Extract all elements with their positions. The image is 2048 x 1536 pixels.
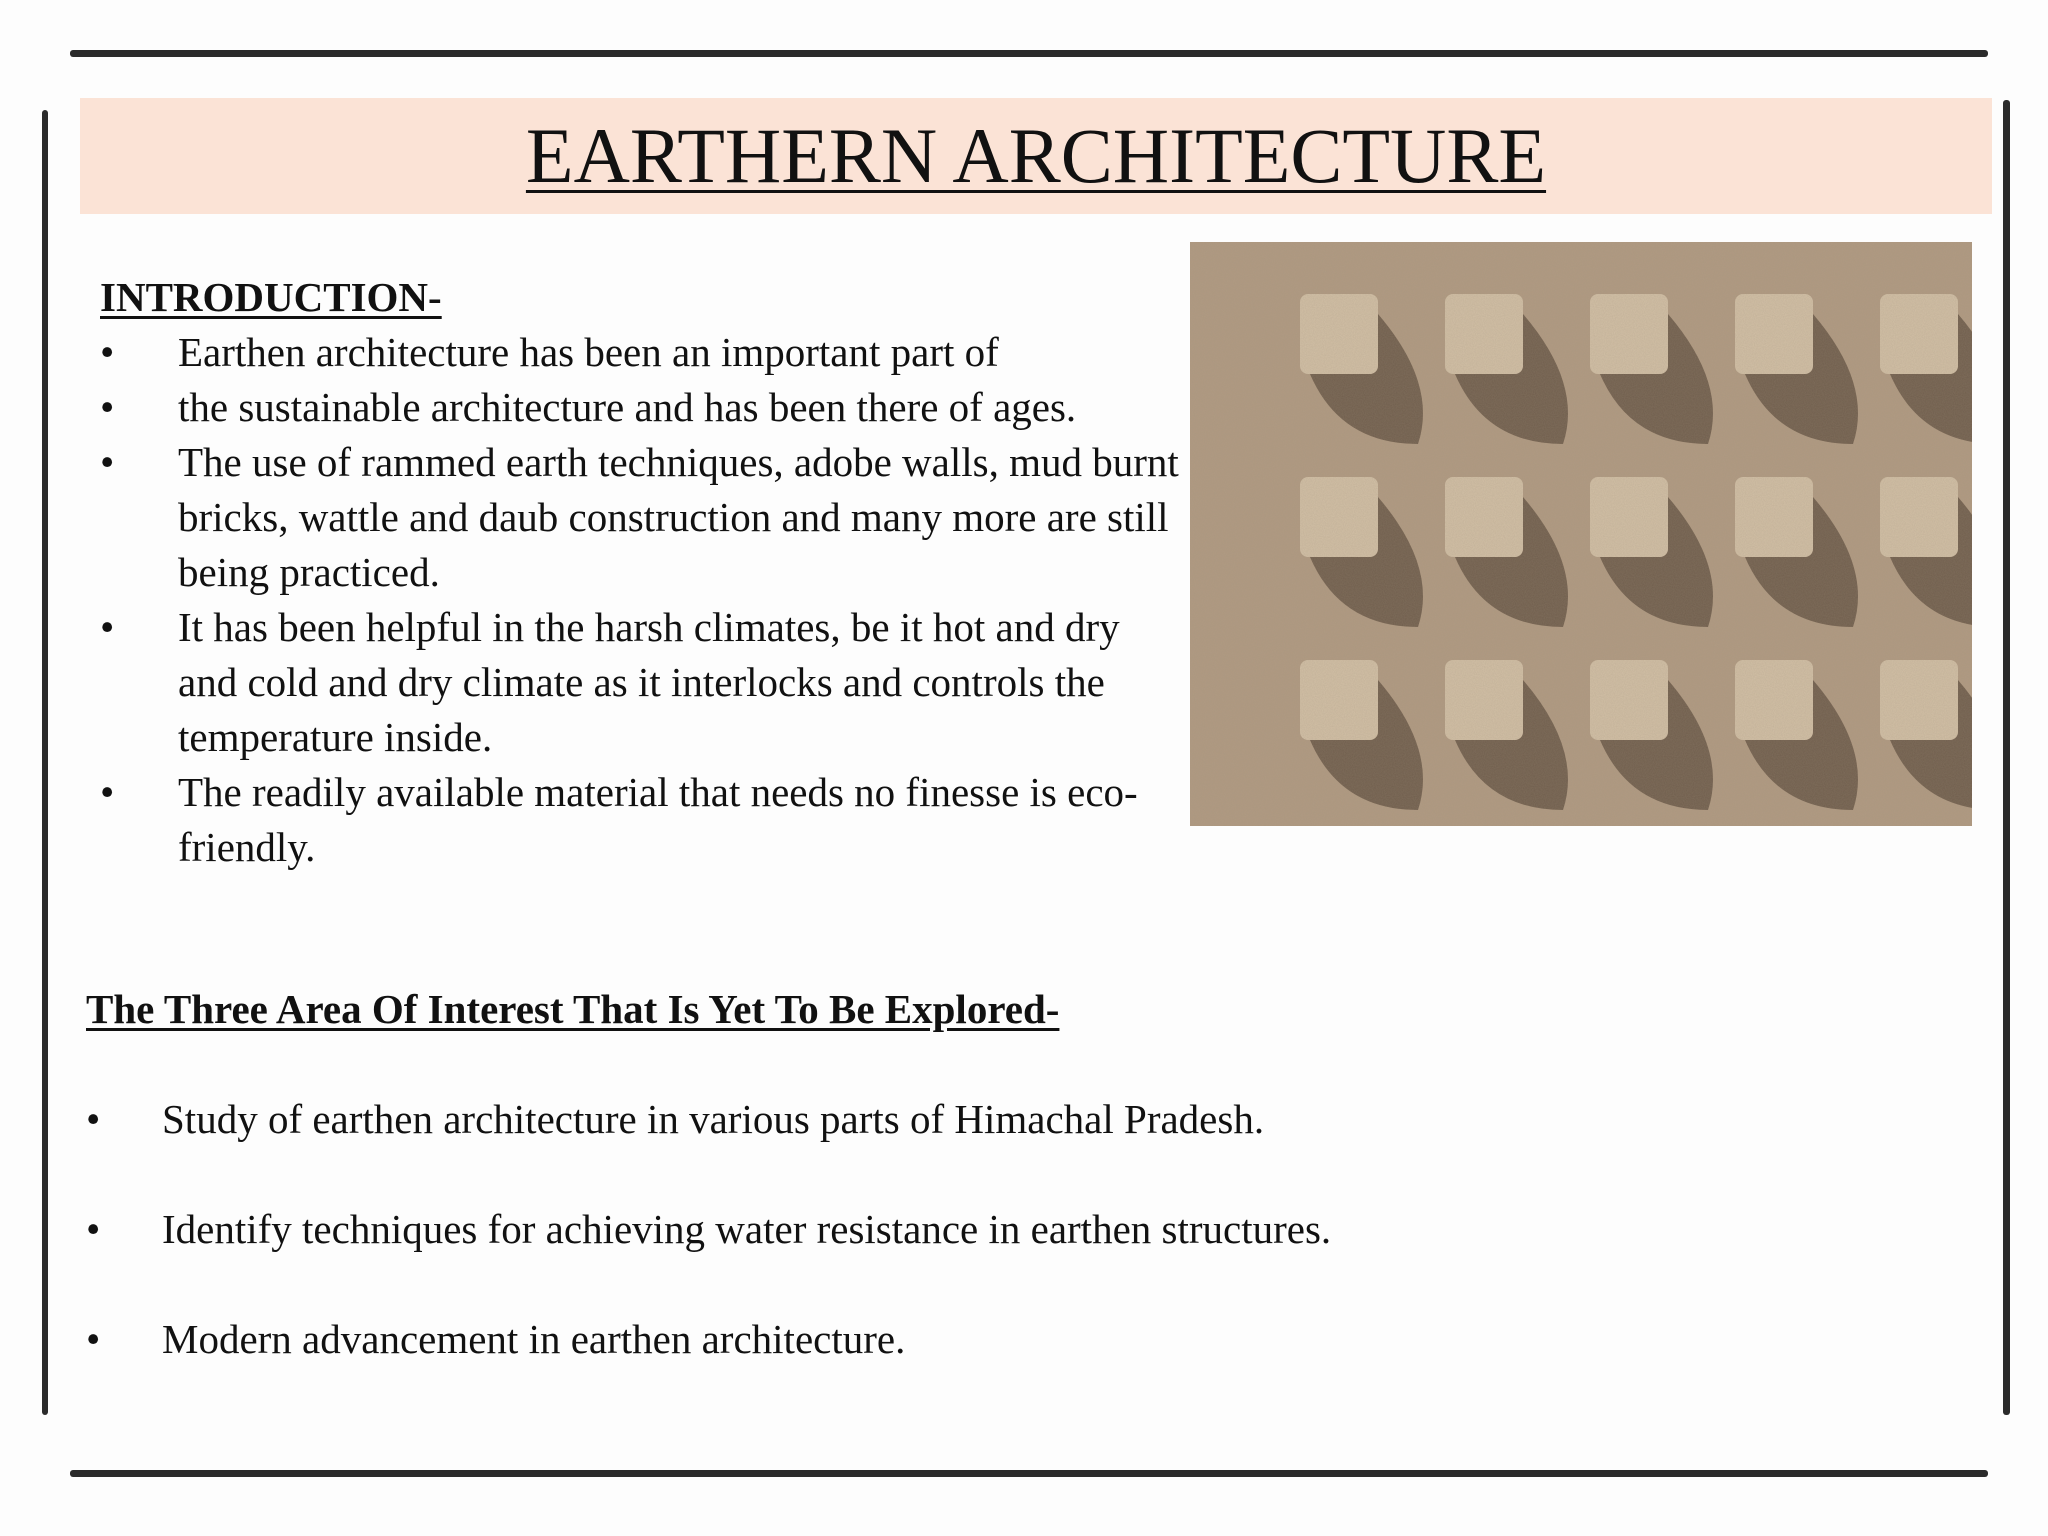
bullet-icon: • bbox=[100, 329, 115, 375]
intro-heading: INTRODUCTION- bbox=[100, 274, 442, 320]
bullet-icon: • bbox=[100, 384, 115, 430]
list-item-text: The use of rammed earth techniques, adobe walls, mud burnt bricks, wattle and daub construction and many more are still being practiced. bbox=[178, 439, 1179, 595]
list-item-text: Study of earthen architecture in various parts of Himachal Pradesh. bbox=[162, 1096, 1265, 1142]
earthen-wall-image bbox=[1190, 242, 1972, 826]
wall-texture bbox=[1190, 242, 1972, 826]
list-item bbox=[100, 380, 1180, 435]
slide-title: EARTHERN ARCHITECTURE bbox=[525, 112, 1547, 199]
intro-section bbox=[100, 270, 1180, 875]
explore-heading: The Three Area Of Interest That Is Yet To Be Explored- bbox=[86, 986, 1060, 1032]
explore-section bbox=[86, 982, 1686, 1422]
list-item-text: Earthen architecture has been an important part of bbox=[178, 329, 999, 375]
list-item bbox=[100, 765, 1180, 875]
intro-list bbox=[100, 325, 1180, 875]
list-item bbox=[86, 1092, 1686, 1147]
title-band bbox=[80, 98, 1992, 214]
bullet-icon: • bbox=[86, 1206, 101, 1252]
earthen-wall-photo bbox=[1190, 242, 1972, 826]
bullet-icon: • bbox=[86, 1096, 101, 1142]
explore-list bbox=[86, 1092, 1686, 1367]
list-item-text: the sustainable architecture and has been there of ages. bbox=[178, 384, 1077, 430]
list-item bbox=[100, 600, 1180, 765]
list-item bbox=[86, 1312, 1686, 1367]
bullet-icon: • bbox=[100, 604, 115, 650]
list-item bbox=[86, 1202, 1686, 1257]
bullet-icon: • bbox=[100, 769, 115, 815]
bullet-icon: • bbox=[100, 439, 115, 485]
list-item-text: It has been helpful in the harsh climates, be it hot and dry and cold and dry climate as it interlocks and controls the temperature inside. bbox=[178, 604, 1120, 760]
list-item-text: Modern advancement in earthen architecture. bbox=[162, 1316, 906, 1362]
list-item bbox=[100, 435, 1180, 600]
list-item-text: Identify techniques for achieving water resistance in earthen structures. bbox=[162, 1206, 1332, 1252]
bullet-icon: • bbox=[86, 1316, 101, 1362]
frame-bottom-border bbox=[70, 1470, 1988, 1477]
frame-top-border bbox=[70, 50, 1988, 57]
frame-left-border bbox=[42, 110, 48, 1415]
frame-right-border bbox=[2003, 100, 2010, 1415]
list-item-text: The readily available material that needs no finesse is eco-friendly. bbox=[178, 769, 1138, 870]
list-item bbox=[100, 325, 1180, 380]
